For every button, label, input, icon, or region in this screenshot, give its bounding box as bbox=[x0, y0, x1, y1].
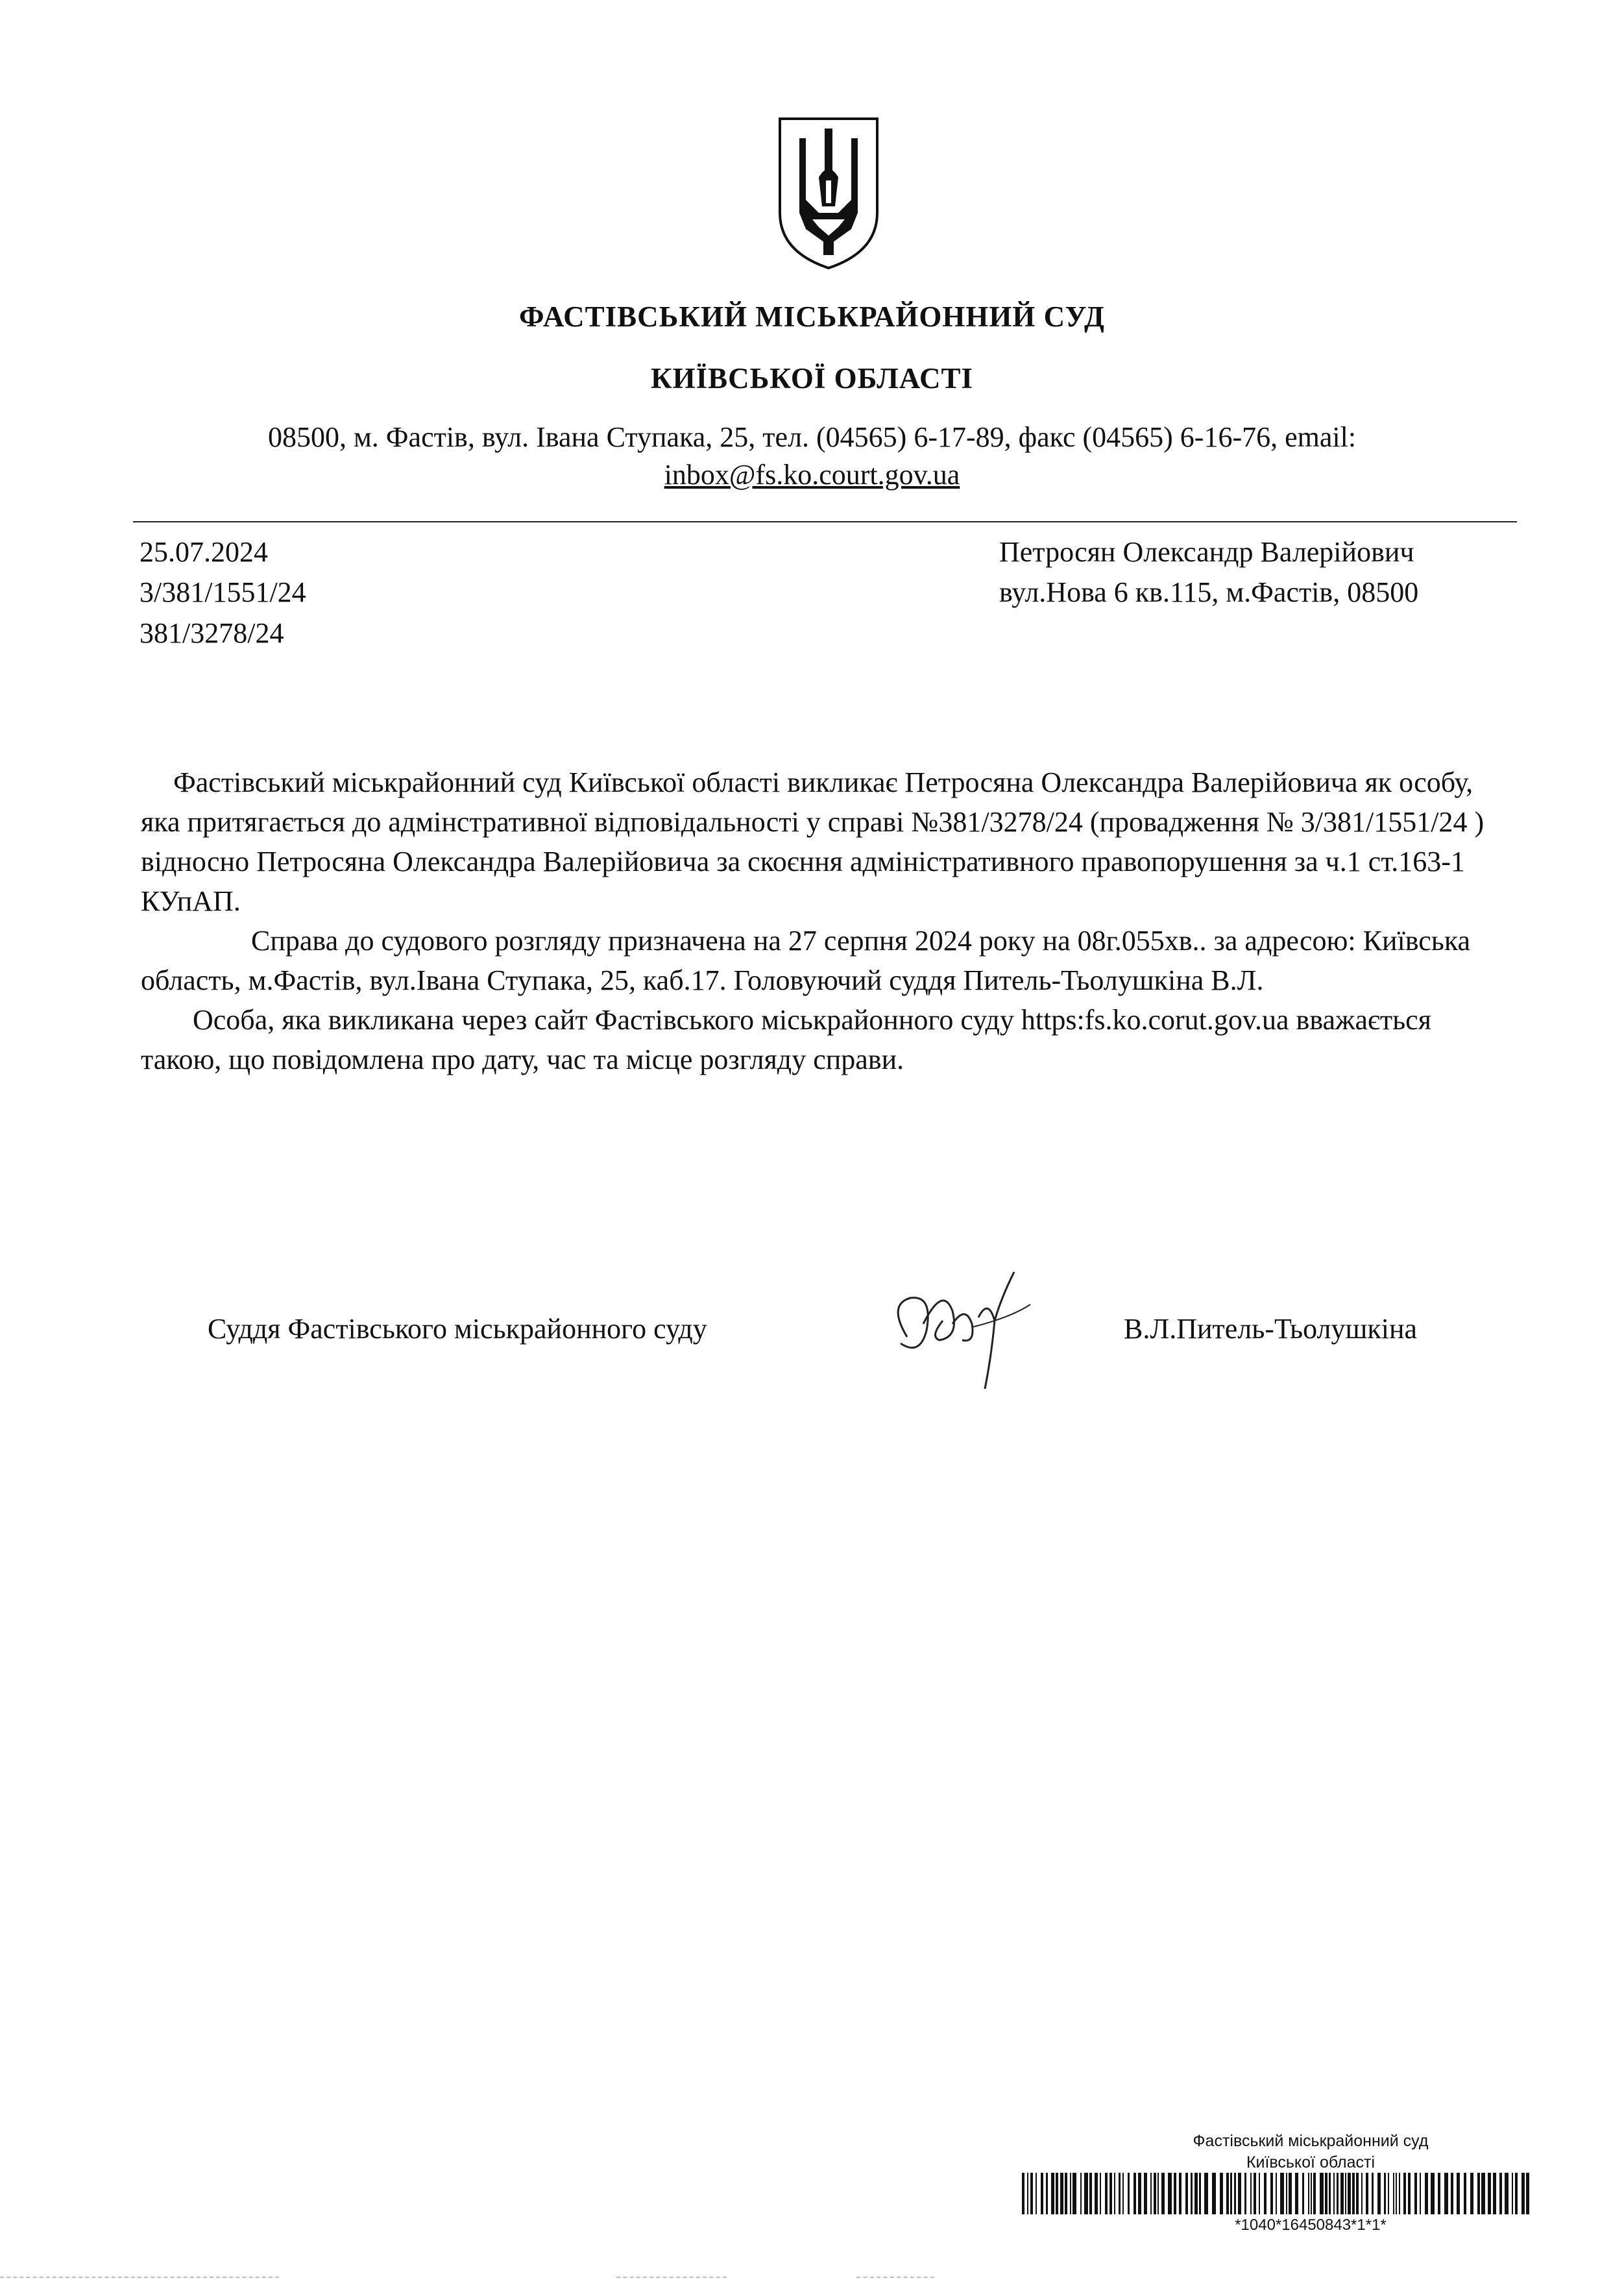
barcode-bar bbox=[1396, 2173, 1397, 2214]
barcode-bar bbox=[1526, 2173, 1529, 2214]
barcode-bar bbox=[1238, 2173, 1241, 2214]
barcode-bar bbox=[1144, 2173, 1147, 2214]
barcode-bar bbox=[1174, 2173, 1176, 2214]
stamp-court-name: Фастівський міськрайонний суд bbox=[1193, 2132, 1429, 2150]
barcode-bar bbox=[1403, 2173, 1406, 2214]
barcode-bar bbox=[1280, 2173, 1284, 2214]
barcode-bar bbox=[1234, 2173, 1236, 2214]
barcode-bar bbox=[1220, 2173, 1223, 2214]
court-name-line-1: ФАСТІВСЬКИЙ МІСЬКРАЙОННИЙ СУД bbox=[519, 300, 1105, 333]
barcode-bar bbox=[1512, 2173, 1513, 2214]
barcode-bar bbox=[1185, 2173, 1188, 2214]
barcode-bar bbox=[1377, 2173, 1381, 2214]
barcode-bar bbox=[1425, 2173, 1428, 2214]
barcode-bar bbox=[1204, 2173, 1208, 2214]
barcode-bar bbox=[1356, 2173, 1359, 2214]
barcode-bar bbox=[1080, 2173, 1082, 2214]
barcode-bar bbox=[1119, 2173, 1121, 2214]
barcode-bar bbox=[1464, 2173, 1466, 2214]
bottom-edge-mark bbox=[856, 2277, 934, 2278]
barcode-bar bbox=[1114, 2173, 1115, 2214]
barcode-bar bbox=[1311, 2173, 1312, 2214]
barcode-bar bbox=[1109, 2173, 1112, 2214]
body-paragraph-notice: Особа, яка викликана через сайт Фастівського міськрайонного суду https:fs.ko.corut.gov.ua вважається такою, що повідомлена про дату, час та місце розгляду справи. bbox=[141, 1004, 1431, 1075]
barcode-bar bbox=[1333, 2173, 1335, 2214]
barcode-bar bbox=[1259, 2173, 1260, 2214]
barcode-bar bbox=[1352, 2173, 1355, 2214]
court-name-line-2: КИЇВСЬКОЇ ОБЛАСТІ bbox=[650, 362, 974, 395]
barcode-bar bbox=[1157, 2173, 1159, 2214]
barcode-bar bbox=[1420, 2173, 1421, 2214]
barcode-bar bbox=[1036, 2173, 1037, 2214]
barcode-bar bbox=[1361, 2173, 1363, 2214]
stamp-region: Київської області bbox=[1246, 2153, 1376, 2171]
barcode-bar bbox=[1393, 2173, 1394, 2214]
barcode-bar bbox=[1100, 2173, 1101, 2214]
court-email[interactable]: inbox@fs.ko.court.gov.ua bbox=[664, 459, 960, 491]
barcode-bar bbox=[1179, 2173, 1182, 2214]
barcode-bar bbox=[1276, 2173, 1277, 2214]
barcode-bar bbox=[1302, 2173, 1304, 2214]
barcode-bar bbox=[1022, 2173, 1024, 2214]
barcode-bar bbox=[1431, 2173, 1435, 2214]
barcode-bar bbox=[1194, 2173, 1198, 2214]
barcode-bar bbox=[1138, 2173, 1141, 2214]
barcode-bar bbox=[1289, 2173, 1292, 2214]
barcode-bar bbox=[1470, 2173, 1473, 2214]
barcode-bar bbox=[1027, 2173, 1028, 2214]
barcode-bar bbox=[1345, 2173, 1346, 2214]
barcode-bar bbox=[1168, 2173, 1172, 2214]
barcode-bar bbox=[1444, 2173, 1448, 2214]
barcode-bar bbox=[1226, 2173, 1229, 2214]
barcode-bar bbox=[1073, 2173, 1076, 2214]
barcode-bar bbox=[1348, 2173, 1351, 2214]
barcode-bar bbox=[1250, 2173, 1252, 2214]
barcode-bar bbox=[1320, 2173, 1324, 2214]
barcode-bar bbox=[1384, 2173, 1386, 2214]
court-address: 08500, м. Фастів, вул. Івана Ступака, 25, тел. (04565) 6-17-89, факс (04565) 6-16-76, email: bbox=[267, 421, 1357, 453]
barcode bbox=[1022, 2173, 1531, 2214]
barcode-bar bbox=[1493, 2173, 1496, 2214]
body-paragraph-summons: Фастівський міськрайонний суд Київської області викликає Петросяна Олександра Валерійовича як особу, яка притягається до адмінстративної відповідальності у справі №381/3278/24 (провадження № 3/381/1551/24 ) відносно Петросяна Олександра Валерійовича за скоєння адміністративного правопорушення за ч.1 ст.163-1 КУпАП. bbox=[141, 766, 1485, 917]
handwritten-signature bbox=[881, 1259, 1050, 1395]
barcode-bar bbox=[1329, 2173, 1331, 2214]
barcode-bar bbox=[1154, 2173, 1156, 2214]
barcode-bar bbox=[1313, 2173, 1316, 2214]
barcode-bar bbox=[1372, 2173, 1374, 2214]
barcode-bar bbox=[1105, 2173, 1108, 2214]
barcode-bar bbox=[1230, 2173, 1232, 2214]
barcode-bar bbox=[1060, 2173, 1063, 2214]
barcode-bar bbox=[1399, 2173, 1400, 2214]
letter-body bbox=[141, 763, 1510, 1079]
barcode-bar bbox=[1150, 2173, 1152, 2214]
barcode-bar bbox=[1191, 2173, 1193, 2214]
signature-label: Суддя Фастівського міськрайонного суду bbox=[208, 1313, 707, 1345]
barcode-text: *1040*16450843*1*1* bbox=[1235, 2216, 1387, 2234]
barcode-bar bbox=[1084, 2173, 1088, 2214]
barcode-bar bbox=[1046, 2173, 1048, 2214]
barcode-bar bbox=[1457, 2173, 1460, 2214]
recipient-address: вул.Нова 6 кв.115, м.Фастів, 08500 bbox=[999, 576, 1419, 608]
body-paragraph-hearing: Справа до судового розгляду призначена на 27 серпня 2024 року на 08г.055хв.. за адресою: Київська область, м.Фастів, вул.Івана Ступака, 25, каб.17. Головуючий суддя Питель-Тьолушкіна В.Л. bbox=[141, 925, 1471, 996]
barcode-bar bbox=[1065, 2173, 1067, 2214]
barcode-bar bbox=[1337, 2173, 1339, 2214]
barcode-bar bbox=[1051, 2173, 1054, 2214]
barcode-bar bbox=[1070, 2173, 1071, 2214]
barcode-bar bbox=[1212, 2173, 1216, 2214]
judge-name: В.Л.Питель-Тьолушкіна bbox=[1124, 1313, 1418, 1345]
barcode-bar bbox=[1270, 2173, 1273, 2214]
barcode-bar bbox=[1161, 2173, 1165, 2214]
document-date: 25.07.2024 bbox=[139, 536, 268, 568]
barcode-bar bbox=[1244, 2173, 1246, 2214]
barcode-bar bbox=[1308, 2173, 1309, 2214]
barcode-bar bbox=[1199, 2173, 1201, 2214]
proceeding-number: 3/381/1551/24 bbox=[139, 576, 306, 608]
header-divider bbox=[133, 521, 1517, 522]
barcode-bar bbox=[1254, 2173, 1256, 2214]
barcode-bar bbox=[1481, 2173, 1485, 2214]
bottom-edge-mark bbox=[0, 2277, 279, 2278]
barcode-bar bbox=[1128, 2173, 1130, 2214]
barcode-bar bbox=[1388, 2173, 1389, 2214]
barcode-bar bbox=[1408, 2173, 1411, 2214]
barcode-bar bbox=[1438, 2173, 1440, 2214]
case-number: 381/3278/24 bbox=[139, 617, 284, 649]
barcode-bar bbox=[1264, 2173, 1266, 2214]
barcode-bar bbox=[1366, 2173, 1368, 2214]
court-email-line bbox=[0, 458, 1624, 491]
barcode-bar bbox=[1133, 2173, 1136, 2214]
barcode-bar bbox=[1286, 2173, 1287, 2214]
barcode-bar bbox=[1477, 2173, 1480, 2214]
barcode-bar bbox=[1089, 2173, 1092, 2214]
barcode-bar bbox=[1451, 2173, 1453, 2214]
barcode-bar bbox=[1488, 2173, 1491, 2214]
barcode-bar bbox=[1515, 2173, 1518, 2214]
barcode-bar bbox=[1414, 2173, 1417, 2214]
barcode-bar bbox=[1505, 2173, 1509, 2214]
barcode-bar bbox=[1095, 2173, 1098, 2214]
barcode-bar bbox=[1340, 2173, 1344, 2214]
barcode-bar bbox=[1122, 2173, 1124, 2214]
barcode-bar bbox=[1499, 2173, 1502, 2214]
coat-of-arms-icon bbox=[773, 116, 884, 271]
barcode-bar bbox=[1521, 2173, 1525, 2214]
barcode-bar bbox=[1325, 2173, 1327, 2214]
barcode-bar bbox=[1041, 2173, 1043, 2214]
bottom-edge-mark bbox=[616, 2277, 727, 2278]
barcode-bar bbox=[1030, 2173, 1033, 2214]
barcode-bar bbox=[1295, 2173, 1298, 2214]
barcode-bar bbox=[1056, 2173, 1058, 2214]
recipient-name: Петросян Олександр Валерійович bbox=[999, 536, 1414, 568]
